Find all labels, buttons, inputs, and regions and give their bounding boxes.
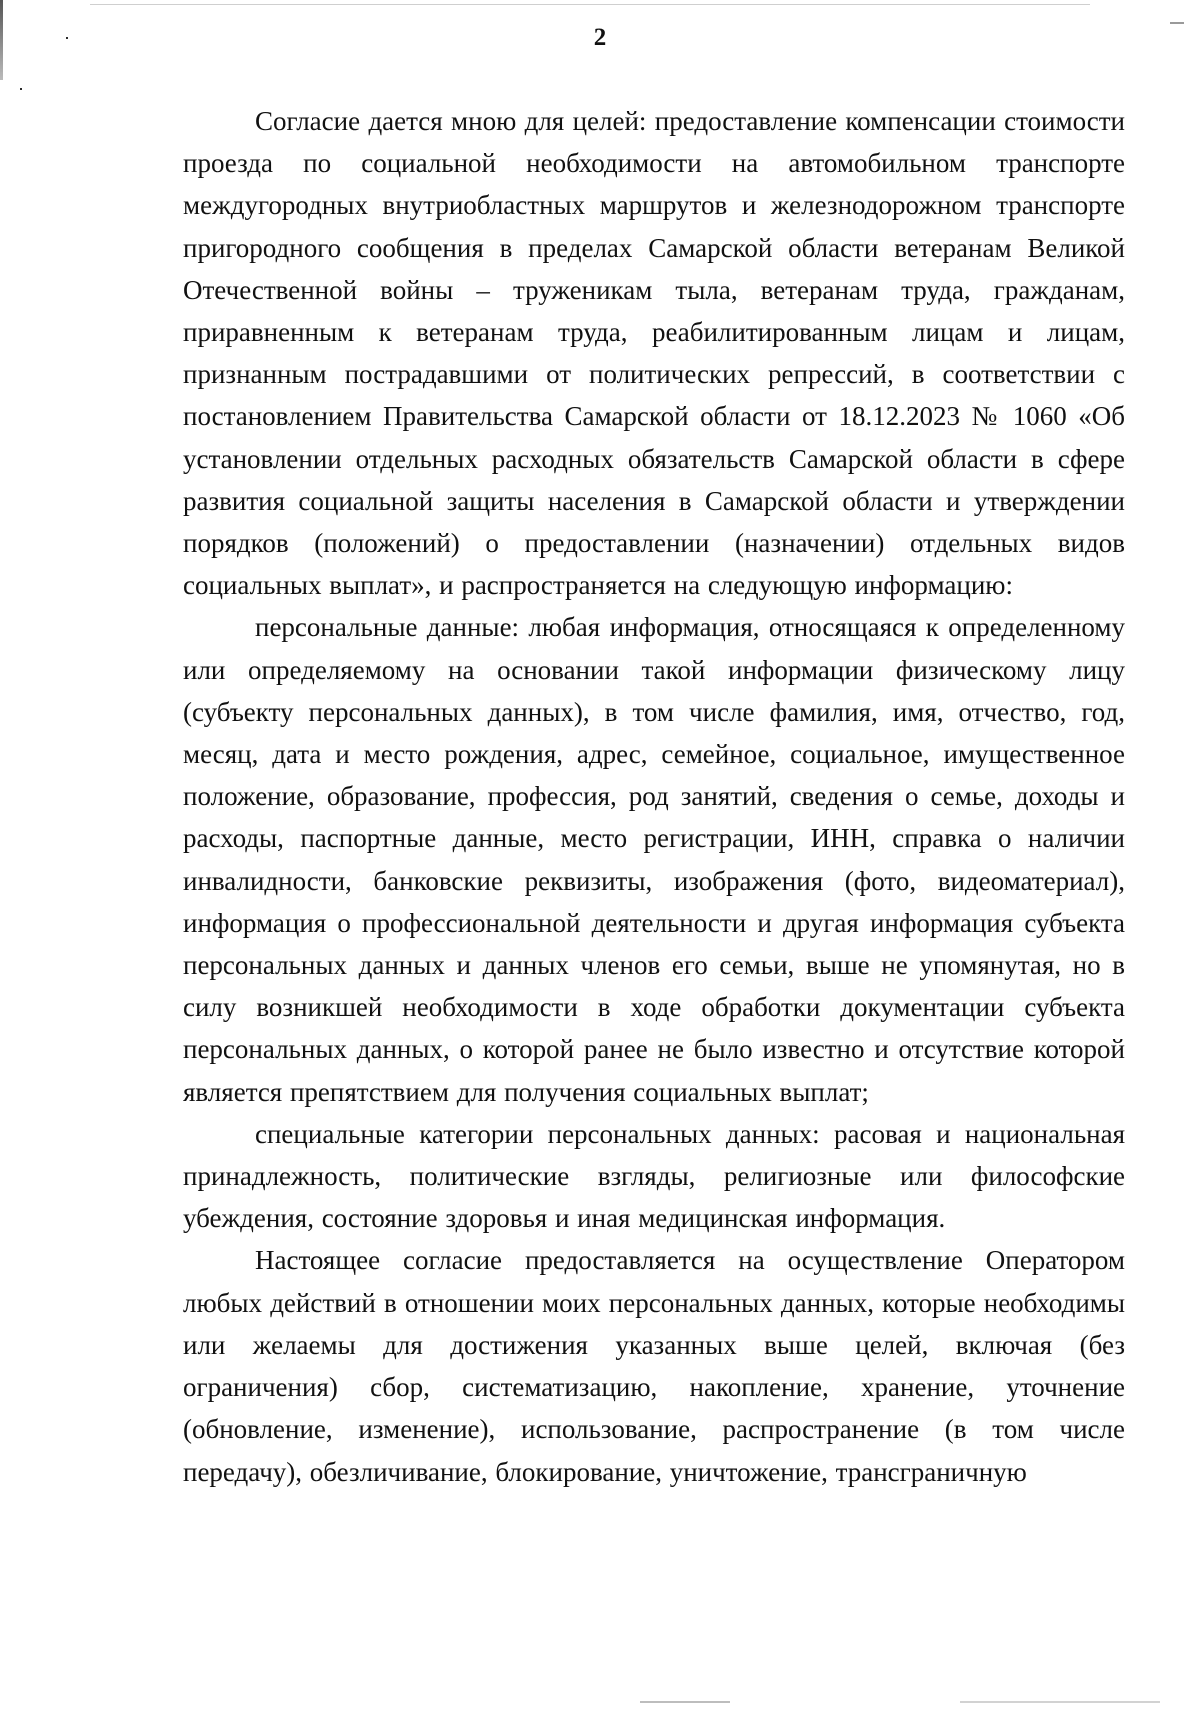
paragraph-personal-data: персональные данные: любая информация, относящаяся к определенному или определяемому на основании такой информации физическому лицу (субъекту персональных данных), в том числе фамилия, имя, отчество, год, месяц, дата и место рождения, адрес, семейное, социальное, имущественное положение, образование, профессия, род занятий, сведения о семье, доходы и расходы, паспортные данные, место регистрации, ИНН, справка о наличии инвалидности, банковские реквизиты, изображения (фото, видеоматериал), информация о профессиональной деятельности и другая информация субъекта персональных данных и данных членов его семьи, выше не упомянутая, но в силу возникшей необходимости в ходе обработки документации субъекта персональных данных, о которой ранее не было известно и отсутствие которой является препятствием для получения социальных выплат; (183, 612, 1125, 1107)
scan-speck (20, 88, 22, 90)
scan-bottom-edge (960, 1701, 1160, 1703)
scan-top-edge (90, 4, 1090, 5)
scan-bottom-edge (640, 1701, 730, 1703)
paragraph-special-categories: специальные категории персональных данных: расовая и национальная принадлежность, политические взгляды, религиозные или философские убеждения, состояние здоровья и иная медицинская информация. (183, 1118, 1125, 1234)
document-body (183, 100, 1125, 1493)
paragraph-purpose: Согласие дается мною для целей: предоставление компенсации стоимости проезда по социальной необходимости на автомобильном транспорте междугородных внутриобластных маршрутов и железнодорожном транспорте пригородного сообщения в пределах Самарской области ветеранам Великой Отечественной войны – труженикам тыла, ветеранам труда, гражданам, приравненным к ветеранам труда, реабилитированным лицам и лицам, признанным пострадавшими от политических репрессий, в соответствии с постановлением Правительства Самарской области от 18.12.2023 № 1060 «Об установлении отдельных расходных обязательств Самарской области в сфере развития социальной защиты населения в Самарской области и утверждении порядков (положений) о предоставлении (назначении) отдельных видов социальных выплат», и распространяется на следующую информацию: (183, 106, 1125, 601)
paragraph-consent-actions: Настоящее согласие предоставляется на осуществление Оператором любых действий в отношении моих персональных данных, которые необходимы или желаемы для достижения указанных выше целей, включая (без ограничения) сбор, систематизацию, накопление, хранение, уточнение (обновление, изменение), использование, распространение (в том числе передачу), обезличивание, блокирование, уничтожение, трансграничную (183, 1245, 1125, 1487)
page-number: 2 (593, 24, 607, 51)
